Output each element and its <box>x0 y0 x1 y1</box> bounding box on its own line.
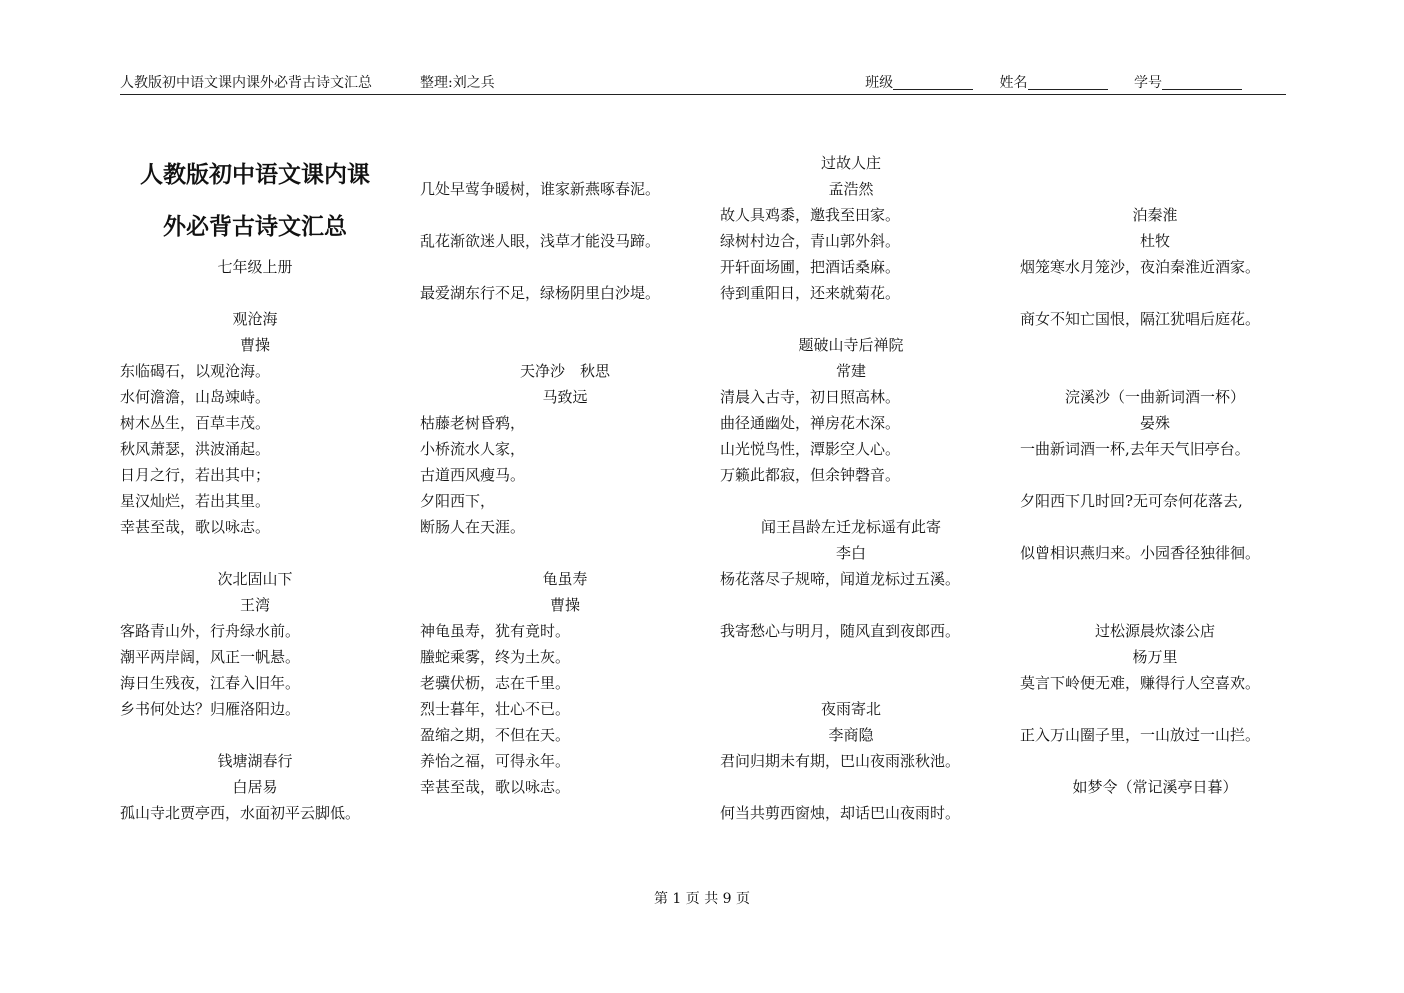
spacer <box>720 488 982 514</box>
spacer <box>1020 462 1290 488</box>
poem-title: 泊秦淮 <box>1132 206 1178 224</box>
poem-line: 商女不知亡国恨，隔江犹唱后庭花。 <box>1020 310 1261 328</box>
poem-line: 星汉灿烂，若出其里。 <box>120 492 271 510</box>
poem-line: 最爱湖东行不足，绿杨阴里白沙堤。 <box>420 284 661 302</box>
poem-line: 夕阳西下几时回?无可奈何花落去, <box>1020 492 1243 510</box>
name-label: 姓名 <box>999 75 1028 91</box>
header-doc-name: 人教版初中语文课内课外必背古诗文汇总 <box>120 75 372 91</box>
header-editor: 整理:刘之兵 <box>420 75 495 91</box>
spacer <box>1020 176 1290 202</box>
name-field <box>1000 75 1108 91</box>
poem-author: 李商隐 <box>828 726 874 744</box>
poem-line: 烟笼寒水月笼沙，夜泊秦淮近酒家。 <box>1020 258 1261 276</box>
id-blank <box>1162 75 1242 90</box>
spacer <box>1020 748 1290 774</box>
spacer <box>420 332 710 358</box>
spacer <box>1020 280 1290 306</box>
spacer <box>420 254 710 280</box>
spacer <box>120 540 390 566</box>
poem-line: 万籁此都寂，但余钟磬音。 <box>720 466 901 484</box>
name-blank <box>1028 75 1108 90</box>
spacer <box>1020 358 1290 384</box>
header-student-fields <box>865 72 1242 92</box>
poem-line: 曲径通幽处，禅房花木深。 <box>720 414 901 432</box>
poem-line: 君问归期未有期，巴山夜雨涨秋池。 <box>720 752 961 770</box>
column-1 <box>120 150 390 826</box>
poem-line: 乡书何处达？归雁洛阳边。 <box>120 700 301 718</box>
class-label: 班级 <box>865 75 894 91</box>
poem-title: 龟虽寿 <box>542 570 588 588</box>
poem-line: 神龟虽寿，犹有竟时。 <box>420 622 571 640</box>
poem-author: 曹操 <box>549 596 580 614</box>
spacer <box>420 150 710 176</box>
poem-line: 盈缩之期，不但在天。 <box>420 726 571 744</box>
poem-line: 夕阳西下， <box>420 492 496 510</box>
document-title-line-1: 人教版初中语文课内课 <box>140 161 370 188</box>
poem-title: 如梦令（常记溪亭日暮） <box>1072 778 1238 796</box>
poem-title: 次北固山下 <box>217 570 293 588</box>
poem-line: 枯藤老树昏鸦， <box>420 414 526 432</box>
poem-line: 乱花渐欲迷人眼，浅草才能没马蹄。 <box>420 232 661 250</box>
spacer <box>1020 696 1290 722</box>
spacer <box>720 644 982 670</box>
spacer <box>1020 332 1290 358</box>
spacer <box>720 774 982 800</box>
poem-line: 水何澹澹，山岛竦峙。 <box>120 388 271 406</box>
poem-line: 小桥流水人家， <box>420 440 526 458</box>
poem-line: 螣蛇乘雾，终为土灰。 <box>420 648 571 666</box>
spacer <box>1020 592 1290 618</box>
spacer <box>120 722 390 748</box>
poem-title: 浣溪沙（一曲新词酒一杯） <box>1064 388 1245 406</box>
poem-line: 海日生残夜，江春入旧年。 <box>120 674 301 692</box>
id-field <box>1134 75 1242 91</box>
poem-line: 我寄愁心与明月，随风直到夜郎西。 <box>720 622 961 640</box>
poem-title: 夜雨寄北 <box>820 700 881 718</box>
poem-title: 天净沙 秋思 <box>519 362 610 380</box>
poem-line: 山光悦鸟性，潭影空人心。 <box>720 440 901 458</box>
spacer <box>420 540 710 566</box>
spacer <box>720 592 982 618</box>
column-3 <box>720 150 982 826</box>
poem-title: 过故人庄 <box>820 154 881 172</box>
poem-author: 杜牧 <box>1139 232 1170 250</box>
poem-line: 杨花落尽子规啼，闻道龙标过五溪。 <box>720 570 961 588</box>
poem-line: 开轩面场圃，把酒话桑麻。 <box>720 258 901 276</box>
poem-line: 潮平两岸阔，风正一帆悬。 <box>120 648 301 666</box>
poem-line: 老骥伏枥，志在千里。 <box>420 674 571 692</box>
poem-line: 断肠人在天涯。 <box>420 518 526 536</box>
poem-author: 常建 <box>835 362 866 380</box>
poem-line: 东临碣石，以观沧海。 <box>120 362 271 380</box>
poem-line: 幸甚至哉，歌以咏志。 <box>420 778 571 796</box>
class-field <box>865 75 973 91</box>
poem-title: 钱塘湖春行 <box>217 752 293 770</box>
poem-line: 养怡之福，可得永年。 <box>420 752 571 770</box>
column-2 <box>420 150 710 800</box>
column-4 <box>1020 150 1290 800</box>
page-header <box>120 70 1286 95</box>
poem-line: 一曲新词酒一杯,去年天气旧亭台。 <box>1020 440 1250 458</box>
spacer <box>420 306 710 332</box>
poem-title: 题破山寺后禅院 <box>798 336 904 354</box>
poem-author: 王湾 <box>239 596 270 614</box>
poem-author: 晏殊 <box>1139 414 1170 432</box>
poem-author: 白居易 <box>232 778 278 796</box>
poem-line: 何当共剪西窗烛，却话巴山夜雨时。 <box>720 804 961 822</box>
poem-line: 绿树村边合，青山郭外斜。 <box>720 232 901 250</box>
id-label: 学号 <box>1134 75 1162 91</box>
spacer <box>1020 566 1290 592</box>
document-title-line-2: 外必背古诗文汇总 <box>163 213 347 240</box>
poem-author: 杨万里 <box>1132 648 1178 666</box>
spacer <box>1020 514 1290 540</box>
spacer <box>1020 150 1290 176</box>
poem-line: 古道西风瘦马。 <box>420 466 526 484</box>
spacer <box>120 280 390 306</box>
poem-author: 李白 <box>835 544 866 562</box>
poem-line: 烈士暮年，壮心不已。 <box>420 700 571 718</box>
poem-line: 莫言下岭便无难，赚得行人空喜欢。 <box>1020 674 1261 692</box>
poem-line: 幸甚至哉，歌以咏志。 <box>120 518 271 536</box>
poem-line: 故人具鸡黍，邀我至田家。 <box>720 206 901 224</box>
poem-line: 孤山寺北贾亭西，水面初平云脚低。 <box>120 804 361 822</box>
poem-title: 观沧海 <box>232 310 278 328</box>
poem-line: 待到重阳日，还来就菊花。 <box>720 284 901 302</box>
poem-line: 日月之行，若出其中； <box>120 466 271 484</box>
poem-line: 似曾相识燕归来。小园香径独徘徊。 <box>1020 544 1261 562</box>
spacer <box>720 670 982 696</box>
spacer <box>720 306 982 332</box>
poem-line: 客路青山外，行舟绿水前。 <box>120 622 301 640</box>
poem-line: 树木丛生，百草丰茂。 <box>120 414 271 432</box>
poem-line: 正入万山圈子里，一山放过一山拦。 <box>1020 726 1261 744</box>
poem-title: 闻王昌龄左迁龙标遥有此寄 <box>760 518 941 536</box>
spacer <box>420 202 710 228</box>
poem-author: 马致远 <box>542 388 588 406</box>
grade-heading: 七年级上册 <box>217 258 293 276</box>
poem-line: 秋风萧瑟，洪波涌起。 <box>120 440 271 458</box>
class-blank <box>893 75 973 90</box>
page-footer: 第 1 页 共 9 页 <box>653 891 751 907</box>
poem-author: 孟浩然 <box>828 180 874 198</box>
poem-title: 过松源晨炊漆公店 <box>1094 622 1215 640</box>
poem-line: 几处早莺争暖树，谁家新燕啄春泥。 <box>420 180 661 198</box>
document-title <box>120 162 390 240</box>
poem-line: 清晨入古寺，初日照高林。 <box>720 388 901 406</box>
poem-author: 曹操 <box>239 336 270 354</box>
